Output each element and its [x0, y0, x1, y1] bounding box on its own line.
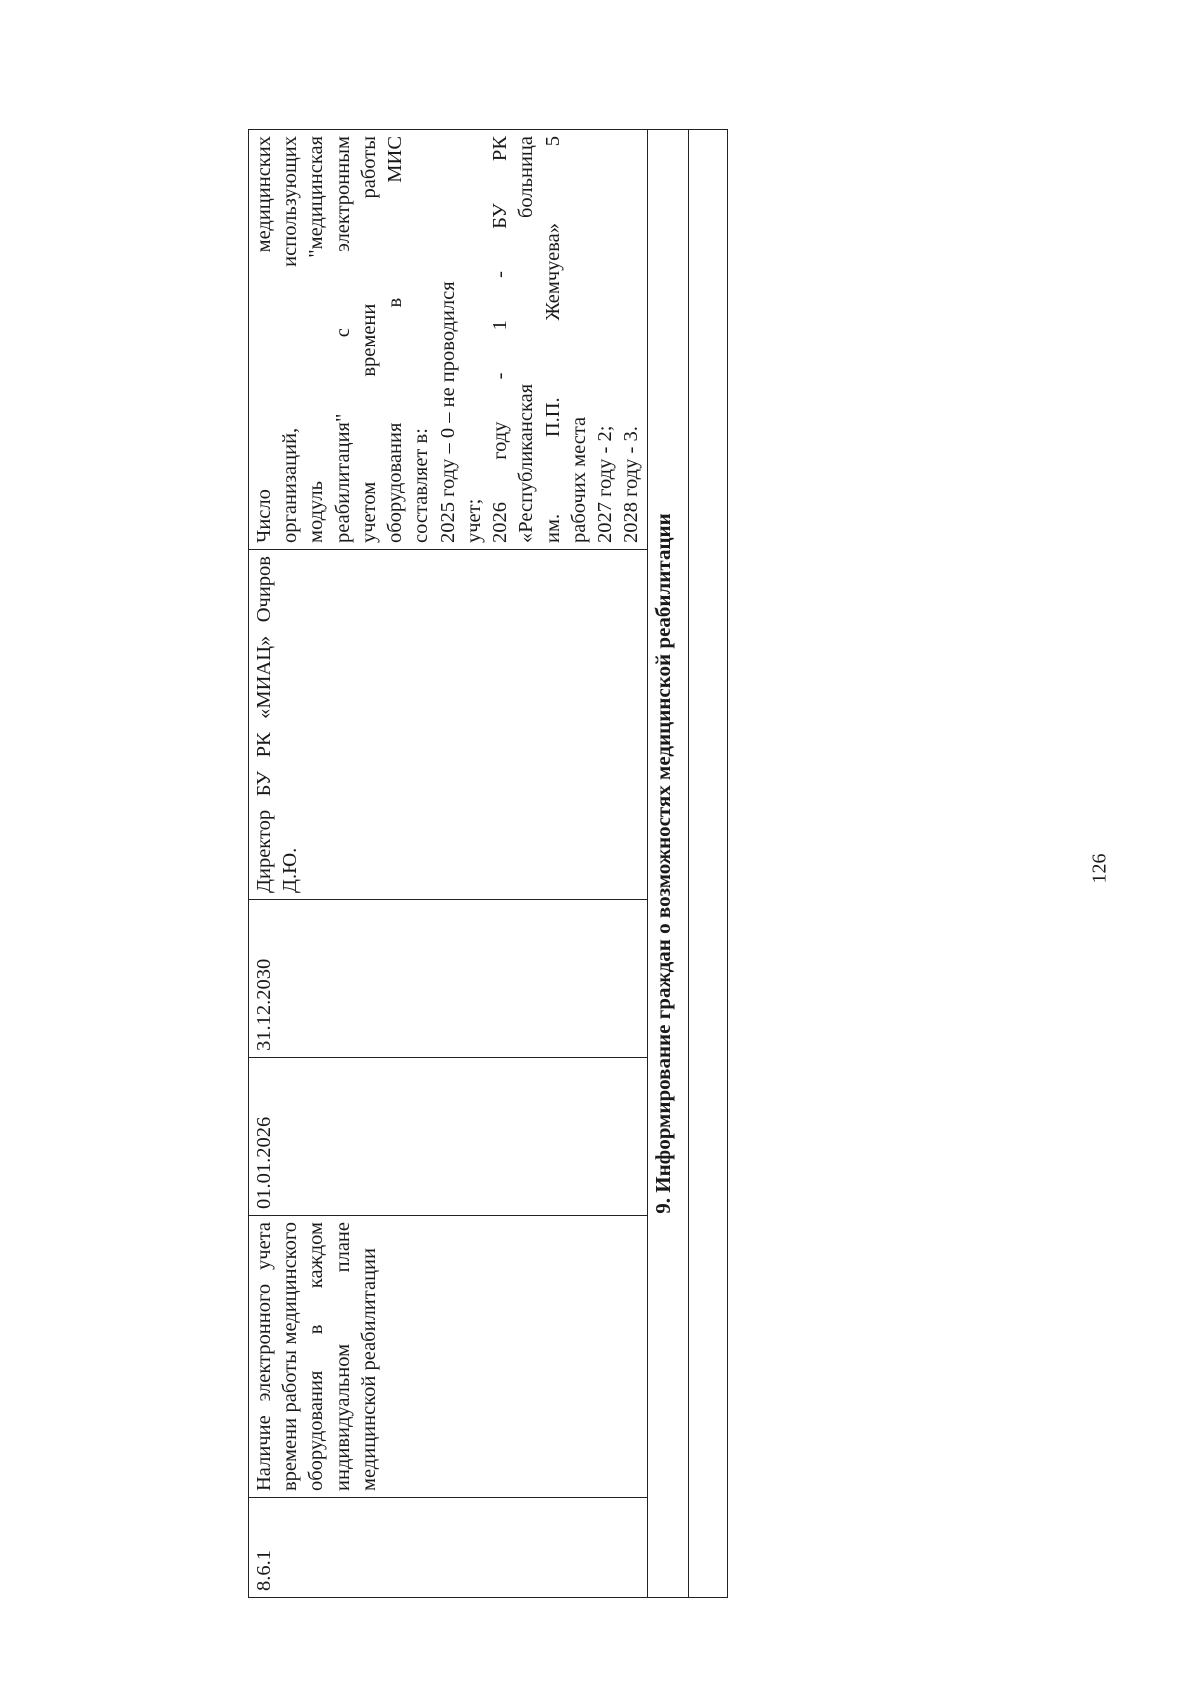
end-date: 31.12.2030 — [249, 900, 648, 1058]
indicator-line: учет; — [462, 498, 485, 543]
table-row — [249, 130, 648, 1598]
indicator-cell — [249, 130, 648, 550]
start-date: 01.01.2026 — [249, 1058, 648, 1216]
page-number: 126 — [1088, 853, 1111, 884]
empty-cell — [688, 130, 727, 1598]
indicator-line: «Республиканская больница — [515, 136, 538, 543]
indicator-line: оборудования в МИС — [384, 136, 407, 543]
section-heading-row — [647, 130, 688, 1598]
indicator-line: реабилитация" с электронным — [331, 136, 354, 543]
indicator-line: Число медицинских — [253, 136, 275, 543]
indicator-line: им. П.П. Жемчуева» 5 — [541, 136, 564, 543]
rotated-document-sheet — [248, 130, 708, 1598]
row-number: 8.6.1 — [249, 1498, 648, 1598]
activity-table — [248, 129, 728, 1598]
indicator-line: организаций, использующих — [279, 136, 302, 543]
indicator-line: 2026 году - 1 - БУ РК — [489, 136, 512, 543]
indicator-line: рабочих места — [567, 416, 590, 543]
indicator-line: 2028 году - 3. — [620, 426, 643, 543]
indicator-line: 2025 году – 0 – не проводился — [436, 281, 459, 543]
indicator-line: учетом времени работы — [357, 136, 380, 543]
indicator-line: модуль "медицинская — [305, 136, 328, 543]
indicator-line: 2027 году - 2; — [594, 425, 617, 543]
empty-row — [688, 130, 727, 1598]
responsible-person: Директор БУ РК «МИАЦ» Очиров Д.Ю. — [249, 550, 648, 900]
activity-name: Наличие электронного учета времени работы медицинского оборудования в каждом индивидуальном плане медицинской реабилитации — [249, 1216, 648, 1498]
section-heading: 9. Информирование граждан о возможностях медицинской реабилитации — [647, 130, 688, 1598]
indicator-line: составляет в: — [410, 428, 433, 543]
